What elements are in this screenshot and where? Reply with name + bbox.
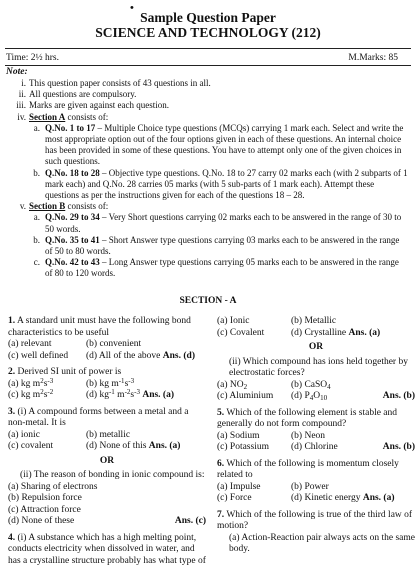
alt-option-a: (a) $NO_2$ <box>217 379 248 391</box>
option-d: (d) Kinetic energy <box>291 493 361 503</box>
question-1 <box>8 316 206 362</box>
option-d: (d) $kg^{-1}$ $m^{-2}s^{-3}$ Ans. (a) <box>86 388 174 400</box>
alt-option-d: (d) None of these <box>8 516 75 526</box>
instruction-number: iii. <box>16 100 26 111</box>
instruction-number: a. <box>33 212 40 223</box>
question-4 <box>8 533 206 568</box>
instruction-text: All questions are compulsory. <box>29 89 137 100</box>
answer-key: Ans. (b) <box>382 442 415 452</box>
question-7 <box>217 510 415 556</box>
option-b: (b) metallic <box>86 429 131 440</box>
option-b: (b) kg $m^{-1}s^{-3}$ <box>86 376 135 389</box>
instruction-item <box>6 100 408 111</box>
marks-label: M.Marks: 85 <box>348 53 398 63</box>
instructions-list <box>6 78 408 280</box>
instruction-text: – Very Short questions carrying 02 marks each to be answered in the range of 30 to 50 words. <box>45 212 402 234</box>
option-a: (a) ionic <box>8 429 40 440</box>
instruction-subitem <box>6 235 408 257</box>
question-range: Q.No. 1 to 17 <box>45 122 96 133</box>
instruction-number: c. <box>33 257 40 268</box>
question-4-continued <box>217 316 415 403</box>
option-d: (d) None of this <box>86 441 147 451</box>
instruction-subitem <box>6 168 408 202</box>
option-d: (d) Crystalline <box>291 327 347 338</box>
answer-key: Ans. (b) <box>382 391 415 401</box>
options <box>8 376 206 402</box>
instruction-text: – Multiple Choice type questions (MCQs) carrying 1 mark each. Select and write the most appropriate option out of the four options given in each of these questions. An internal choice has been provided in some of these questions. You have to attempt only one of the given choices in such questions. <box>45 122 404 167</box>
option-a: (a) kg $m^2s^{-3}$ <box>8 376 54 389</box>
options <box>217 431 415 454</box>
instruction-number: iv. <box>17 111 26 122</box>
instruction-subitem <box>6 257 408 279</box>
instruction-item <box>6 112 408 123</box>
alt-option-c: (c) Attraction force <box>8 504 81 515</box>
instruction-number: b. <box>33 234 40 245</box>
section-a-label: Section A <box>29 111 66 122</box>
options <box>217 482 415 505</box>
option-d: (d) Chlorine <box>291 442 338 452</box>
instruction-text: – Short Answer type questions carrying 03 marks each to be answered in the range of 50 to 80 words. <box>45 234 400 257</box>
paper-title: Sample Question Paper <box>140 10 276 25</box>
section-a-heading: SECTION - A <box>179 296 237 306</box>
option-d: (d) All of the above <box>86 350 161 361</box>
options <box>217 316 415 339</box>
option-c: (c) Force <box>217 493 252 503</box>
note-label: Note: <box>6 67 28 77</box>
question-text: Which of the following is true of the third law of motion? <box>217 509 413 531</box>
question-number: 2. <box>8 367 16 377</box>
option-c: (c) Covalent <box>217 327 265 338</box>
question-text: Which of the following element is stable and generally do not form compound? <box>217 407 398 429</box>
instruction-text: This question paper consists of 43 questions in all. <box>29 78 211 88</box>
answer-key: Ans. (c) <box>174 516 206 526</box>
alt-option-c: (c) Aluminium <box>217 391 274 401</box>
question-5 <box>217 408 415 454</box>
question-range: Q.No. 35 to 41 <box>45 234 100 245</box>
time-label: Time: 2½ hrs. <box>6 53 59 63</box>
alt-option-a: (a) Sharing of electrons <box>8 481 98 492</box>
instruction-number: ii. <box>18 89 26 100</box>
alt-option-d: (d) $P_4O_{10}$ Ans. (b) <box>291 391 415 402</box>
options <box>8 339 206 362</box>
instruction-number: i. <box>21 78 26 88</box>
header-rule-top <box>5 48 411 49</box>
instruction-number: b. <box>33 167 40 178</box>
answer-key: Ans. (a) <box>148 441 181 451</box>
question-number: 7. <box>217 509 225 520</box>
option-b: (b) Neon <box>291 430 326 441</box>
answer-key: Ans. (a) <box>142 390 174 400</box>
instruction-text: consists of: <box>65 111 109 122</box>
question-text: Derived SI unit of power is <box>15 367 122 377</box>
instruction-subitem <box>6 123 408 168</box>
option-b: (b) Power <box>291 481 329 492</box>
instruction-item <box>6 89 408 100</box>
alt-option-b: (b) Repulsion force <box>8 493 82 503</box>
option-a: (a) Action-Reaction pair always acts on the same body. <box>229 532 415 554</box>
question-text: Which of the following is momentum closely related to <box>217 458 399 480</box>
instruction-item <box>6 78 408 89</box>
or-divider: OR <box>99 455 115 466</box>
instruction-text: Marks are given against each question. <box>29 100 169 111</box>
question-3 <box>8 407 206 528</box>
question-number: 6. <box>217 458 225 469</box>
question-number: 1. <box>8 316 16 326</box>
paper-subtitle: SCIENCE AND TECHNOLOGY (212) <box>95 25 321 40</box>
alternate-question-text: (ii) The reason of bonding in ionic compound is: <box>20 470 205 480</box>
section-b-label: Section B <box>29 201 66 212</box>
option-c: (c) covalent <box>8 441 54 451</box>
instruction-number: v. <box>19 201 26 212</box>
option-a: (a) Sodium <box>217 430 260 441</box>
question-2 <box>8 367 206 402</box>
right-column <box>217 316 415 561</box>
alternate-question-text: (ii) Which compound has ions held together by electrostatic forces? <box>229 356 408 378</box>
question-number: 3. <box>8 406 16 417</box>
question-number: 4. <box>8 532 16 543</box>
option-c: (c) kg $m^2s^{-2}$ <box>8 388 54 400</box>
question-range: Q.No. 29 to 34 <box>45 212 100 223</box>
question-text: (i) A substance which has a high melting point, conducts electricity when dissolved in water, and has a crystalline structure probably has what type of <box>8 532 206 566</box>
question-6 <box>217 459 415 505</box>
answer-key: Ans. (a) <box>348 327 381 338</box>
question-text: A standard unit must have the following bond characteristics to be useful <box>8 316 191 338</box>
instruction-text: consists of: <box>65 201 109 212</box>
option-a: (a) Impulse <box>217 481 261 492</box>
question-number: 5. <box>217 407 225 418</box>
alt-option-b: (b) CaSO$_4$ <box>291 379 331 391</box>
instruction-text: – Objective type questions. Q.No. 18 to 27 carry 02 marks each (with 2 subparts of 1 mark each) and Q.No. 28 carries 05 marks (with 5 sub-parts of 1 mark each). Attempt these questions as per the instructions given for each of the questions 18 – 28. <box>45 167 408 201</box>
question-range: Q.No. 18 to 28 <box>45 167 100 178</box>
dot-mark: • <box>130 2 134 14</box>
header-rule-bottom <box>5 65 411 66</box>
instruction-subitem <box>6 212 408 234</box>
option-a: (a) Ionic <box>217 316 250 326</box>
option-c: (c) Potassium <box>217 442 269 452</box>
question-range: Q.No. 42 to 43 <box>45 257 100 268</box>
option-b: (b) Metallic <box>291 316 337 326</box>
options <box>8 430 206 453</box>
option-b: (b) convenient <box>86 339 142 349</box>
alt-options <box>217 380 415 403</box>
instruction-item <box>6 201 408 212</box>
question-text: (i) A compound forms between a metal and a non-metal. It is <box>8 406 189 428</box>
instruction-text: – Long Answer type questions carrying 05 marks each to be answered in the range of 80 to 120 words. <box>45 257 399 279</box>
instruction-number: a. <box>33 122 40 133</box>
or-divider: OR <box>308 342 324 352</box>
answer-key: Ans. (d) <box>162 350 195 361</box>
option-a: (a) relevant <box>8 339 52 349</box>
option-c: (c) well defined <box>8 350 69 361</box>
answer-key: Ans. (a) <box>362 493 395 503</box>
left-column <box>8 316 206 572</box>
